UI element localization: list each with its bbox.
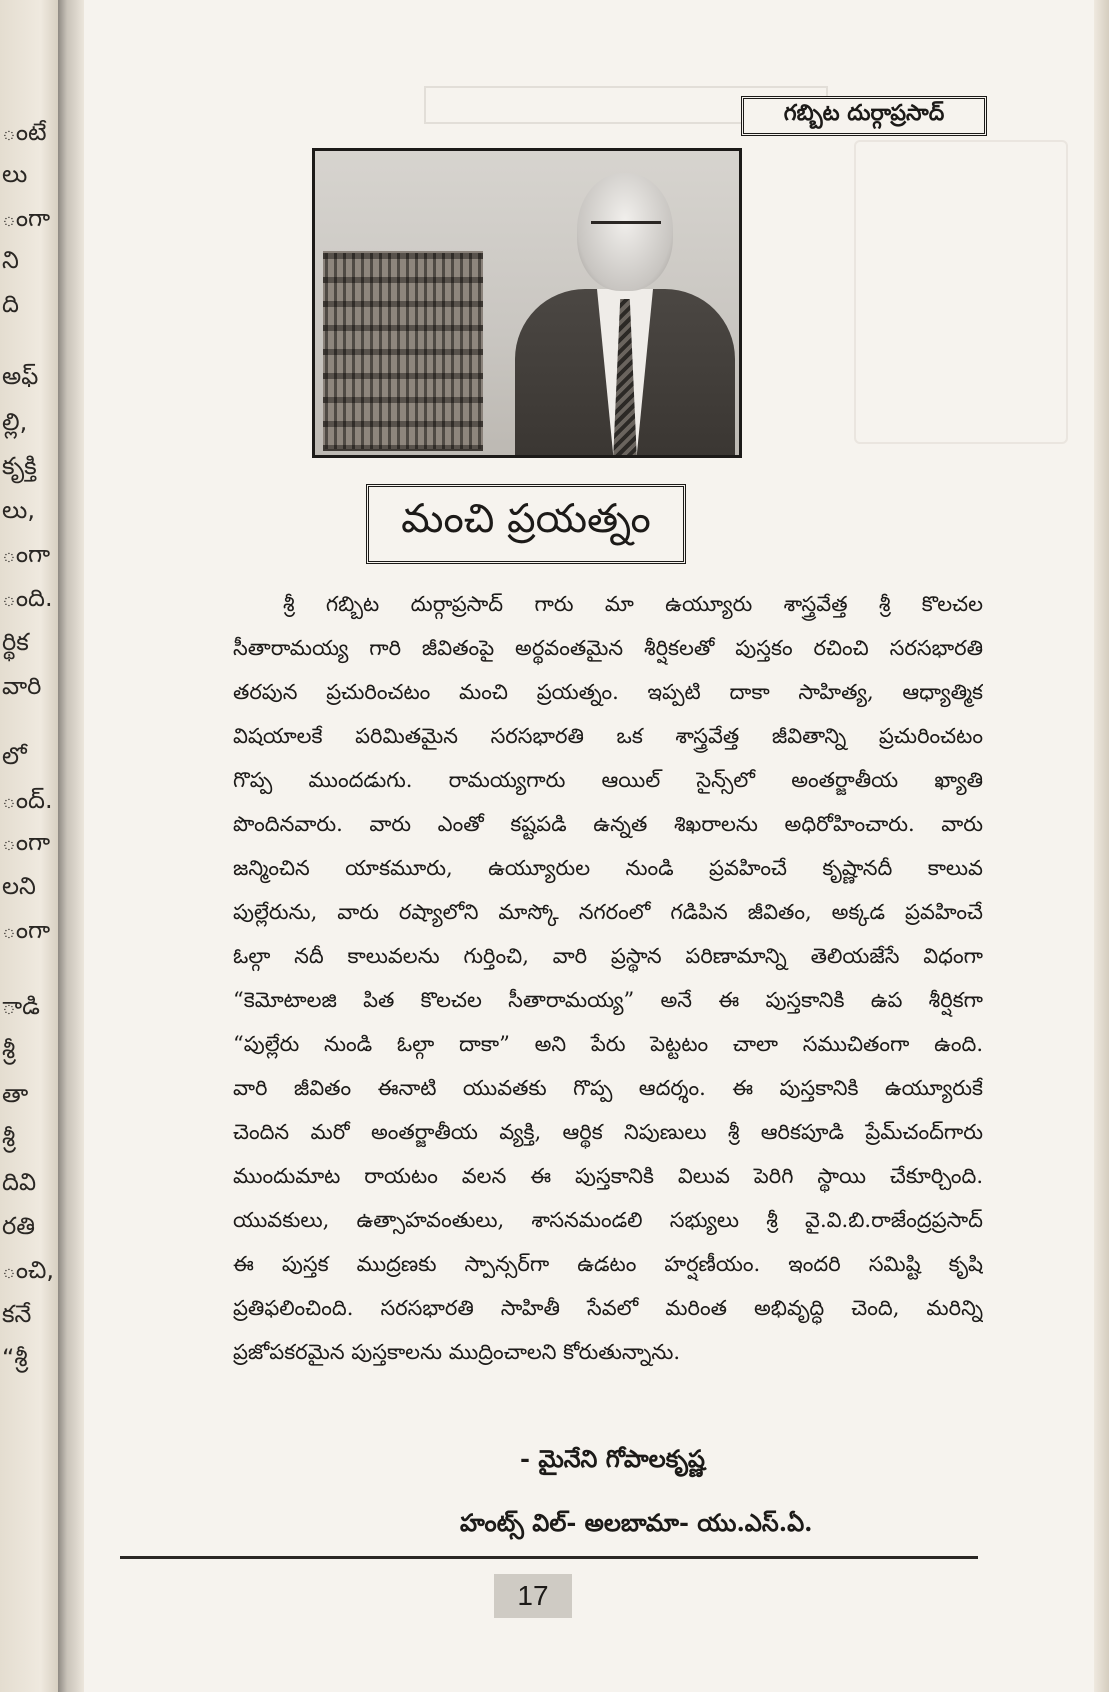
previous-page-fragment: ంటే — [2, 118, 47, 146]
previous-page-fragment: లో — [2, 742, 27, 770]
previous-page-fragment: అఫ్ — [2, 362, 39, 390]
previous-page-fragment: “శ్రీ — [2, 1344, 28, 1372]
previous-page-fragment: కృక్తి — [2, 452, 37, 480]
body-line: శ్రీ గబ్బిట దుర్గాప్రసాద్ గారు మా ఉయ్యూరు శాస్త్రవేత్త శ్రీ కొలచల — [283, 592, 983, 616]
body-line: “కెమోటాలజి పిత కొలచల సీతారామయ్య” అనే ఈ పుస్తకానికి ఉప శీర్షికగా — [233, 988, 983, 1012]
bleed-through-portrait — [854, 140, 1068, 444]
previous-page-fragment: ని — [2, 246, 19, 274]
body-line: పొందినవారు. వారు ఎంతో కష్టపడి ఉన్నత శిఖరాలను అధిరోహించారు. వారు — [233, 812, 983, 836]
previous-page-fragment: ంగా — [2, 540, 51, 568]
signature: - మైనేని గోపాలకృష్ణ — [520, 1444, 705, 1473]
book-gutter — [58, 0, 84, 1692]
previous-page-fragment: ంది. — [2, 584, 53, 612]
body-line: జన్మించిన యాకమూరు, ఉయ్యూరుల నుండి ప్రవహించే కృష్ణానదీ కాలువ — [233, 856, 983, 880]
article-title: మంచి ప్రయత్నం — [401, 496, 651, 542]
previous-page-fragment: శ్రీ — [2, 1036, 16, 1064]
previous-page-fragment: ది — [2, 290, 19, 318]
previous-page-fragment: ాడి — [2, 992, 40, 1020]
body-line: ప్రతిఫలించింది. సరసభారతి సాహితీ సేవలో మరింత అభివృద్ధి చెంది, మరిన్ని — [233, 1296, 983, 1320]
body-line: “పుల్లేరు నుండి ఓల్గా దాకా” అని పేరు పెట్టటం చాలా సముచితంగా ఉంది. — [233, 1032, 983, 1056]
body-line: యువకులు, ఉత్సాహవంతులు, శాసనమండలి సభ్యులు శ్రీ వై.వి.బి.రాజేంద్రప్రసాద్ — [233, 1208, 983, 1232]
glasses — [591, 221, 661, 240]
body-line: వారి జీవితం ఈనాటి యువతకు గొప్ప ఆదర్శం. ఈ పుస్తకానికి ఉయ్యూరుకే — [233, 1076, 983, 1100]
body-line: సీతారామయ్య గారి జీవితంపై అర్థవంతమైన శీర్షికలతో పుస్తకం రచించి సరసభారతి — [233, 636, 983, 660]
body-line: ఓల్గా నదీ కాలువలను గుర్తించి, వారి ప్రస్థాన పరిణామాన్ని తెలియజేసే విధంగా — [233, 944, 983, 968]
signature-place: హంట్స్ విల్- అలబామా- యు.ఎస్.ఏ. — [460, 1508, 813, 1537]
author-tag — [741, 96, 987, 136]
previous-page-fragment: ంగా — [2, 828, 51, 856]
page-number: 17 — [494, 1574, 572, 1618]
previous-page-fragment: లు, — [2, 496, 35, 524]
previous-page-fragment: కనే — [2, 1300, 32, 1328]
body-line: ప్రజోపకరమైన పుస్తకాలను ముద్రించాలని కోరుతున్నాను. — [233, 1340, 681, 1364]
body-line: తరపున ప్రచురించటం మంచి ప్రయత్నం. ఇప్పటి దాకా సాహిత్య, ఆధ్యాత్మిక — [233, 680, 983, 704]
body-line: విషయాలకే పరిమితమైన సరసభారతి ఒక శాస్త్రవేత్త జీవితాన్ని ప్రచురించటం — [233, 724, 983, 748]
previous-page-fragment: లు — [2, 160, 28, 188]
previous-page-fragment: ల్లి, — [2, 408, 28, 436]
previous-page-fragment: రతి — [2, 1212, 35, 1240]
body-line: గొప్ప ముందడుగు. రామయ్యగారు ఆయిల్ సైన్స్‌లో అంతర్జాతీయ ఖ్యాతి — [233, 768, 983, 792]
previous-page-fragment: ంగా — [2, 204, 51, 232]
body-line: చెందిన మరో అంతర్జాతీయ వ్యక్తి, ఆర్థిక నిపుణులు శ్రీ ఆరికపూడి ప్రేమ్‌చంద్‌గారు — [233, 1120, 983, 1144]
previous-page-fragment: లని — [2, 872, 36, 900]
previous-page-fragment: ర్థిక — [2, 628, 29, 656]
previous-page-fragment: ంగా — [2, 916, 51, 944]
previous-page-fragment: ంచి, — [2, 1256, 55, 1284]
body-line: పుల్లేరును, వారు రష్యాలోని మాస్కో నగరంలో గడిపిన జీవితం, అక్కడ ప్రవహించే — [233, 900, 983, 924]
previous-page-fragment: ంద్. — [2, 786, 53, 814]
previous-page-fragment: దివి — [2, 1168, 37, 1196]
body-line: ముందుమాట రాయటం వలన ఈ పుస్తకానికి విలువ పెరిగి స్థాయి చేకూర్చింది. — [233, 1164, 983, 1188]
page-right-edge — [1094, 0, 1109, 1692]
previous-page-fragment: శ్రీ — [2, 1124, 16, 1152]
body-line: ఈ పుస్తక ముద్రణకు స్పాన్సర్‌గా ఉడటం హర్షణీయం. ఇందరి సమిష్టి కృషి — [233, 1252, 983, 1276]
previous-page-strip — [0, 0, 58, 1692]
previous-page-fragment: తా — [2, 1080, 29, 1108]
article-title-box — [366, 484, 686, 564]
footer-rule — [120, 1556, 978, 1559]
article-body — [233, 582, 983, 1374]
author-photo — [312, 148, 742, 458]
bookshelf-books — [325, 253, 481, 449]
previous-page-fragment: వారి — [2, 672, 42, 700]
author-tag-text: గబ్బిట దుర్గాప్రసాద్ — [783, 101, 945, 126]
